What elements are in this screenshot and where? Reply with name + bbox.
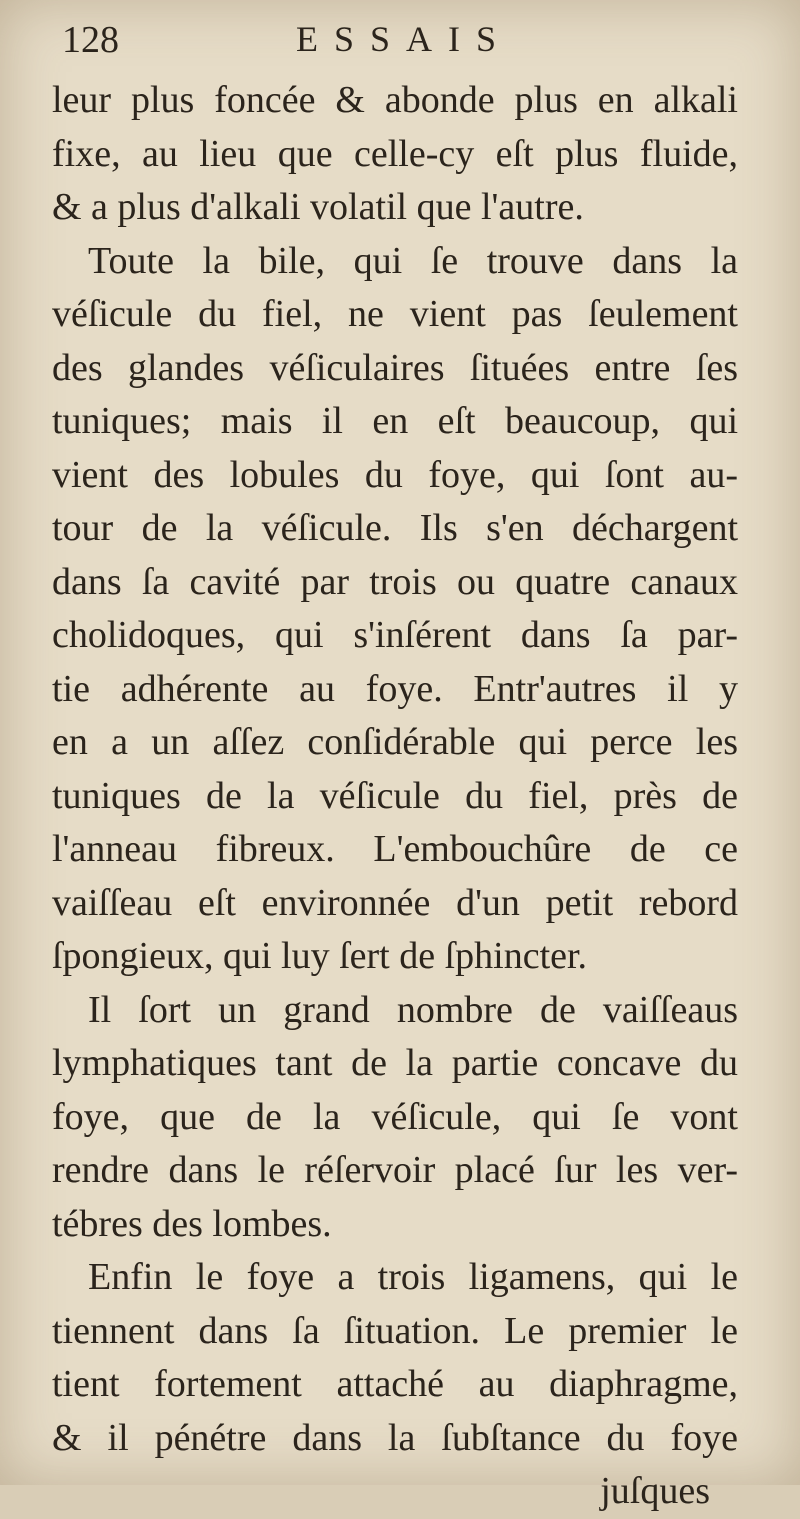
text-line: dans ſa cavité par trois ou quatre canaux — [52, 560, 738, 603]
paragraph-start-line: Enfin le foye a trois ligamens, qui le — [88, 1256, 738, 1298]
text-line: tour de la véſicule. Ils s'en déchargent — [52, 507, 738, 549]
text-line: fixe, au lieu que celle-cy eſt plus fluide, — [52, 132, 738, 175]
text-line: leur plus foncée & abonde plus en alkali — [52, 79, 738, 121]
text-line: tuniques de la véſicule du fiel, près de — [52, 774, 738, 817]
page-header — [56, 18, 736, 68]
text-line: tébres des lombes. — [52, 1202, 332, 1245]
body-text — [52, 74, 738, 1519]
text-line: tient fortement attaché au diaphragme, — [52, 1363, 738, 1405]
paragraph-start-line: Il ſort un grand nombre de vaiſſeaus — [88, 988, 738, 1031]
text-line: tuniques; mais il en eſt beaucoup, qui — [52, 400, 738, 442]
text-line: l'anneau fibreux. L'embouchûre de ce — [52, 828, 738, 870]
text-line: ſpongieux, qui luy ſert de ſphincter. — [52, 935, 588, 977]
running-title: ESSAIS — [295, 19, 513, 59]
text-line: en a un aſſez conſidérable qui perce les — [52, 721, 738, 763]
text-line: tiennent dans ſa ſituation. Le premier le — [52, 1309, 738, 1352]
text-line: véſicule du fiel, ne vient pas ſeulement — [52, 293, 738, 335]
text-line: vient des lobules du foye, qui ſont au- — [52, 453, 738, 496]
text-line: rendre dans le réſervoir placé ſur les ver- — [52, 1149, 738, 1191]
text-line: & il pénétre dans la ſubſtance du foye — [52, 1416, 738, 1459]
text-line: foye, que de la véſicule, qui ſe vont — [52, 1095, 738, 1138]
text-line: vaiſſeau eſt environnée d'un petit rebord — [52, 881, 738, 924]
text-line: & a plus d'alkali volatil que l'autre. — [52, 186, 584, 228]
page-number: 128 — [62, 19, 119, 61]
text-line: lymphatiques tant de la partie concave du — [52, 1042, 738, 1084]
text-line: cholidoques, qui s'inſérent dans ſa par- — [52, 614, 738, 656]
paragraph-start-line: Toute la bile, qui ſe trouve dans la — [88, 239, 738, 282]
text-line: des glandes véſiculaires ſituées entre ſes — [52, 346, 738, 389]
catchword: juſques — [600, 1470, 710, 1512]
text-line: tie adhérente au foye. Entr'autres il y — [52, 667, 738, 710]
